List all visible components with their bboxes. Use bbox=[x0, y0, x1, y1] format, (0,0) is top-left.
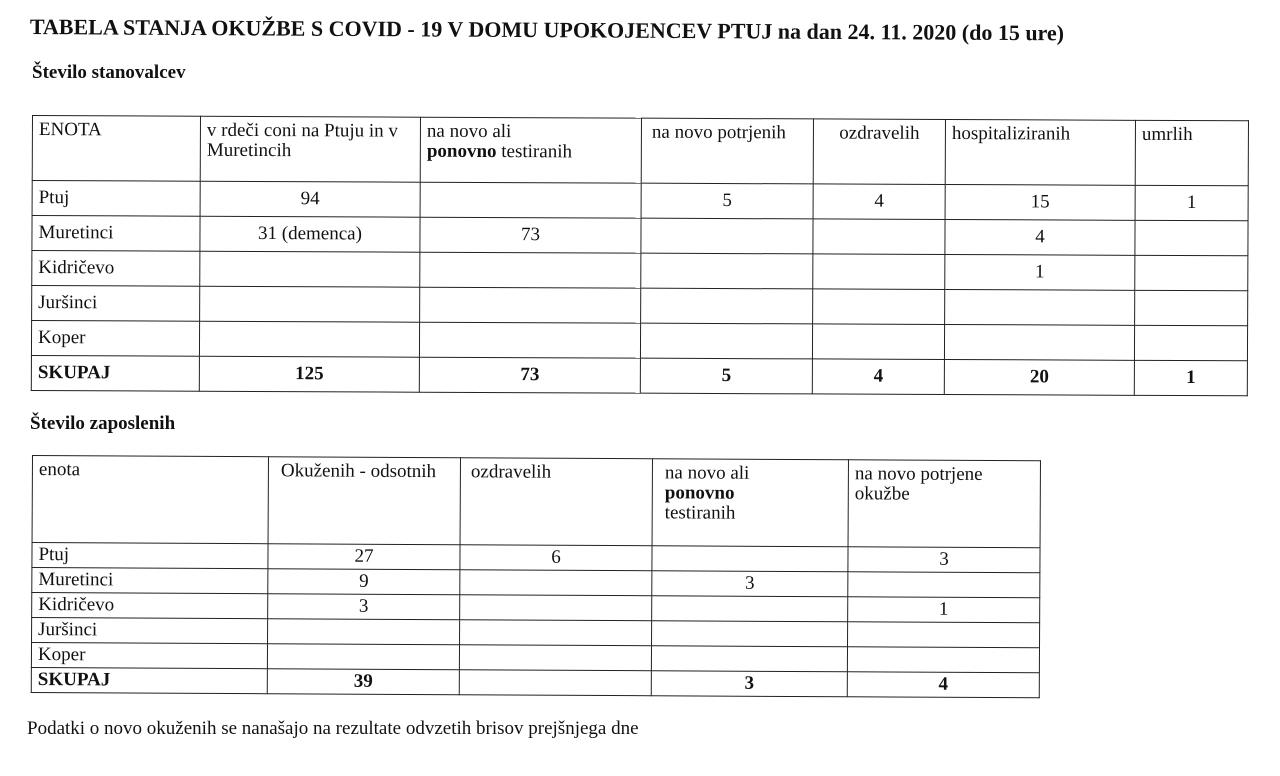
cell-red-zone: 125 bbox=[199, 356, 419, 392]
cell-confirmed bbox=[847, 647, 1039, 673]
cell-tested: 73 bbox=[419, 357, 640, 393]
employees-table bbox=[31, 455, 1041, 698]
table-row bbox=[31, 321, 1247, 361]
header-recovered: ozdravelih bbox=[460, 458, 652, 546]
header-tested bbox=[420, 117, 641, 183]
cell-confirmed bbox=[848, 572, 1040, 598]
cell-deceased: 1 bbox=[1134, 360, 1247, 395]
employees-heading: Število zaposlenih bbox=[30, 413, 176, 434]
cell-hospitalized: 4 bbox=[945, 219, 1135, 255]
cell-hospitalized bbox=[944, 324, 1134, 360]
cell-tested bbox=[420, 287, 641, 323]
total-row bbox=[31, 355, 1247, 395]
cell-hospitalized bbox=[945, 289, 1135, 325]
header-tested-bold: ponovno bbox=[426, 140, 497, 163]
cell-deceased: 1 bbox=[1135, 185, 1248, 220]
cell-recovered bbox=[460, 570, 652, 596]
cell-enota: Juršinci bbox=[32, 286, 200, 322]
cell-confirmed: 1 bbox=[848, 597, 1040, 623]
cell-enota: Kidričevo bbox=[32, 251, 200, 287]
table-row bbox=[32, 251, 1248, 291]
cell-infected-absent: 39 bbox=[267, 669, 459, 695]
cell-infected-absent: 3 bbox=[268, 594, 460, 620]
cell-recovered: 4 bbox=[812, 359, 944, 395]
cell-confirmed: 4 bbox=[847, 672, 1039, 698]
table-row bbox=[32, 286, 1248, 326]
cell-infected-absent bbox=[267, 644, 459, 670]
cell-recovered: 6 bbox=[460, 545, 652, 571]
cell-recovered bbox=[813, 219, 945, 255]
cell-enota: Kidričevo bbox=[32, 593, 268, 619]
table-row bbox=[32, 216, 1248, 256]
cell-infected-absent bbox=[268, 619, 460, 645]
cell-infected-absent: 9 bbox=[268, 569, 460, 595]
header-tested-post: testiranih bbox=[664, 502, 736, 524]
cell-enota: SKUPAJ bbox=[31, 667, 267, 693]
header-tested-post: testiranih bbox=[496, 141, 573, 163]
cell-tested bbox=[651, 646, 847, 672]
header-tested-pre: na novo ali bbox=[426, 120, 512, 143]
cell-enota: Muretinci bbox=[32, 568, 268, 594]
residents-heading: Število stanovalcev bbox=[32, 62, 186, 83]
cell-red-zone bbox=[199, 321, 419, 357]
header-tested-bold: ponovno bbox=[664, 482, 735, 504]
cell-deceased bbox=[1135, 220, 1248, 255]
cell-confirmed bbox=[640, 323, 812, 359]
cell-hospitalized: 20 bbox=[944, 359, 1134, 395]
employees-header-row bbox=[32, 456, 1040, 548]
header-infected-absent: Okuženih - odsotnih bbox=[268, 457, 460, 545]
cell-deceased bbox=[1135, 255, 1248, 290]
header-tested-pre: na novo ali bbox=[664, 462, 750, 484]
cell-confirmed: 3 bbox=[848, 547, 1040, 573]
cell-confirmed bbox=[641, 288, 813, 324]
cell-enota: Ptuj bbox=[32, 543, 268, 569]
cell-recovered bbox=[813, 254, 945, 290]
total-row bbox=[31, 667, 1039, 697]
cell-enota: Muretinci bbox=[32, 216, 200, 252]
cell-enota: Juršinci bbox=[32, 618, 268, 644]
cell-tested bbox=[652, 596, 848, 622]
cell-confirmed bbox=[848, 622, 1040, 648]
cell-tested bbox=[420, 182, 641, 218]
cell-recovered bbox=[459, 670, 651, 696]
cell-confirmed: 5 bbox=[640, 358, 812, 394]
cell-red-zone bbox=[200, 286, 420, 322]
cell-tested: 3 bbox=[651, 671, 847, 697]
cell-tested bbox=[419, 322, 640, 358]
cell-confirmed: 5 bbox=[641, 183, 813, 219]
cell-confirmed bbox=[641, 253, 813, 289]
cell-recovered bbox=[459, 645, 651, 671]
header-confirmed: na novo potrjenih bbox=[641, 118, 813, 184]
cell-recovered bbox=[460, 595, 652, 621]
cell-enota: SKUPAJ bbox=[31, 355, 199, 391]
cell-enota: Ptuj bbox=[32, 181, 200, 217]
cell-recovered: 4 bbox=[813, 184, 945, 220]
cell-confirmed bbox=[641, 218, 813, 254]
header-recovered: ozdravelih bbox=[813, 119, 945, 185]
residents-table bbox=[31, 115, 1249, 396]
footnote: Podatki o novo okuženih se nanašajo na rezultate odvzetih brisov prejšnjega dne bbox=[27, 718, 639, 739]
header-hospitalized: hospitaliziranih bbox=[945, 119, 1135, 185]
table-row bbox=[32, 181, 1248, 221]
header-enota: ENOTA bbox=[32, 116, 200, 182]
cell-hospitalized: 15 bbox=[945, 184, 1135, 220]
cell-red-zone: 31 (demenca) bbox=[200, 216, 420, 252]
cell-recovered bbox=[813, 289, 945, 325]
header-tested bbox=[652, 459, 848, 547]
header-enota: enota bbox=[32, 456, 268, 544]
cell-red-zone bbox=[200, 251, 420, 287]
cell-infected-absent: 27 bbox=[268, 544, 460, 570]
cell-tested bbox=[420, 252, 641, 288]
cell-tested: 3 bbox=[652, 571, 848, 597]
cell-hospitalized: 1 bbox=[945, 254, 1135, 290]
cell-deceased bbox=[1134, 325, 1247, 360]
residents-header-row bbox=[32, 116, 1248, 186]
header-deceased: umrlih bbox=[1135, 120, 1248, 185]
cell-red-zone: 94 bbox=[200, 181, 420, 217]
cell-tested bbox=[652, 546, 848, 572]
header-red-zone: v rdeči coni na Ptuju in v Muretincih bbox=[200, 116, 420, 182]
cell-recovered bbox=[460, 620, 652, 646]
cell-tested bbox=[652, 621, 848, 647]
cell-enota: Koper bbox=[31, 321, 199, 357]
cell-tested: 73 bbox=[420, 217, 641, 253]
document-title: TABELA STANJA OKUŽBE S COVID - 19 V DOMU UPOKOJENCEV PTUJ na dan 24. 11. 2020 (do 15 ure) bbox=[29, 14, 1065, 46]
header-confirmed: na novo potrjene okužbe bbox=[848, 460, 1040, 548]
cell-deceased bbox=[1135, 290, 1248, 325]
cell-enota: Koper bbox=[31, 643, 267, 669]
cell-recovered bbox=[812, 324, 944, 360]
